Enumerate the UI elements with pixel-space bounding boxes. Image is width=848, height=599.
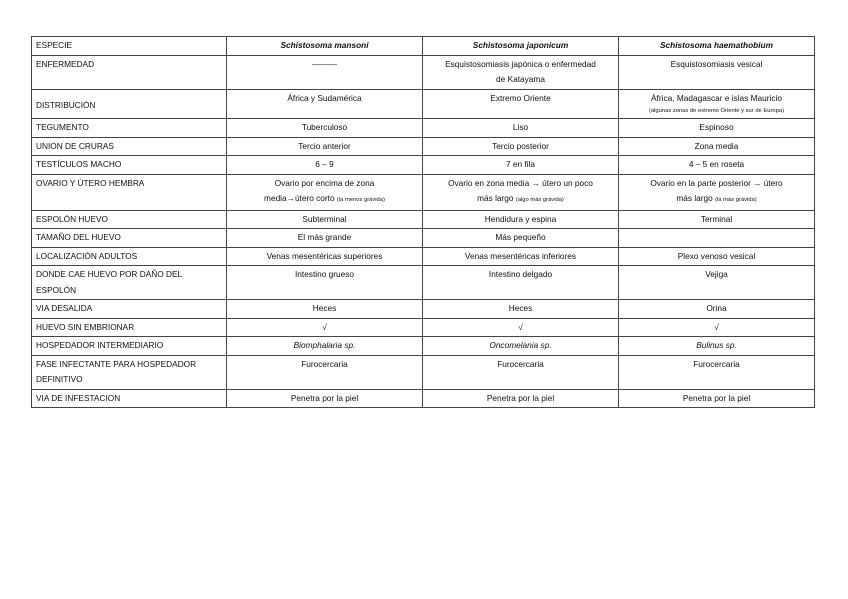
cell-haemathobium: Vejiga [619, 266, 815, 300]
cell-japonicum: Hendidura y espina [423, 210, 619, 229]
cell-mansoni: Tuberculoso [227, 119, 423, 138]
row-label: TESTÍCULOS MACHO [32, 156, 227, 175]
table-row [32, 247, 815, 266]
cell-text: Esquistosomiasis japónica o enfermedad [445, 58, 596, 69]
cell-haemathobium: Zona media [619, 137, 815, 156]
cell-text: Ovario en zona media → útero un poco [448, 177, 593, 188]
row-label: VIA DESALIDA [32, 300, 227, 319]
cell-haemathobium [619, 89, 815, 119]
table-row [32, 318, 815, 337]
cell-text: Ovario en la parte posterior → útero [650, 177, 783, 188]
cell-japonicum: Furocercaria [423, 355, 619, 389]
cell-text: Ovario por encima de zona [274, 177, 375, 188]
cell-haemathobium [619, 229, 815, 248]
cell-japonicum: Liso [423, 119, 619, 138]
cell-text: de Katayama [496, 74, 545, 84]
row-label: DISTRIBUCIÓN [32, 89, 227, 119]
cell-japonicum: Venas mesentéricas inferiores [423, 247, 619, 266]
cell-text: media→útero corto [264, 193, 335, 203]
row-label: OVARIO Y ÚTERO HEMBRA [32, 174, 227, 210]
row-label: TAMAÑO DEL HUEVO [32, 229, 227, 248]
table-row [32, 355, 815, 389]
species-comparison-table [31, 36, 815, 408]
cell-mansoni [227, 174, 423, 210]
cell-mansoni: Penetra por la piel [227, 389, 423, 408]
cell-mansoni: Biomphalaria sp. [227, 337, 423, 356]
cell-mansoni: Tercio anterior [227, 137, 423, 156]
cell-haemathobium: Furocercaria [619, 355, 815, 389]
cell-haemathobium: 4 – 5 en roseta [619, 156, 815, 175]
table-row [32, 55, 815, 89]
row-label: HUEVO SIN EMBRIONAR [32, 318, 227, 337]
cell-japonicum: Penetra por la piel [423, 389, 619, 408]
cell-japonicum [423, 174, 619, 210]
check-icon: √ [619, 318, 815, 337]
table-row [32, 337, 815, 356]
row-label: HOSPEDADOR INTERMEDIARIO [32, 337, 227, 356]
cell-mansoni: El más grande [227, 229, 423, 248]
cell-mansoni: Furocercaria [227, 355, 423, 389]
table-row [32, 119, 815, 138]
cell-mansoni: África y Sudamérica [227, 89, 423, 119]
cell-text: más largo [676, 193, 713, 203]
row-label: VIA DE INFESTACION [32, 389, 227, 408]
row-label: ENFERMEDAD [32, 55, 227, 89]
cell-mansoni: 6 – 9 [227, 156, 423, 175]
cell-haemathobium: Plexo venoso vesical [619, 247, 815, 266]
row-label: UNION DE CRURAS [32, 137, 227, 156]
header-mansoni: Schistosoma mansoni [227, 37, 423, 56]
cell-text: África, Madagascar e islas Mauricio [651, 92, 782, 103]
cell-note: (la más grávida) [715, 197, 757, 203]
cell-haemathobium: Terminal [619, 210, 815, 229]
cell-haemathobium: Orina [619, 300, 815, 319]
table-row [32, 389, 815, 408]
table-row [32, 210, 815, 229]
table-row [32, 174, 815, 210]
table-row [32, 266, 815, 300]
cell-japonicum: Heces [423, 300, 619, 319]
header-haemathobium: Schistosoma haemathobium [619, 37, 815, 56]
cell-japonicum: Más pequeño [423, 229, 619, 248]
cell-text: más largo [477, 193, 514, 203]
row-label: ESPOLÓN HUEVO [32, 210, 227, 229]
cell-mansoni: ——— [227, 55, 423, 89]
cell-haemathobium: Penetra por la piel [619, 389, 815, 408]
cell-haemathobium: Esquistosomiasis vesical [619, 55, 815, 89]
cell-note: (algunas zonas de extremo Oriente y sur de Europa) [648, 108, 784, 114]
cell-haemathobium [619, 174, 815, 210]
table-row [32, 137, 815, 156]
cell-japonicum [423, 55, 619, 89]
row-label: TEGUMENTO [32, 119, 227, 138]
cell-note: (la menos grávida) [336, 197, 385, 203]
cell-mansoni: Subterminal [227, 210, 423, 229]
cell-japonicum: Extremo Oriente [423, 89, 619, 119]
table-row [32, 300, 815, 319]
cell-mansoni: Venas mesentéricas superiores [227, 247, 423, 266]
cell-mansoni: Intestino grueso [227, 266, 423, 300]
check-icon: √ [227, 318, 423, 337]
cell-japonicum: 7 en fila [423, 156, 619, 175]
cell-mansoni: Heces [227, 300, 423, 319]
row-label: FASE INFECTANTE PARA HOSPEDADOR DEFINITIVO [32, 355, 227, 389]
table-row [32, 37, 815, 56]
row-label: DONDE CAE HUEVO POR DAÑO DEL ESPOLÓN [32, 266, 227, 300]
check-icon: √ [423, 318, 619, 337]
cell-note: (algo más grávida) [515, 197, 564, 203]
cell-japonicum: Intestino delgado [423, 266, 619, 300]
table-row [32, 156, 815, 175]
cell-japonicum: Tercio posterior [423, 137, 619, 156]
header-japonicum: Schistosoma japonicum [423, 37, 619, 56]
table-row [32, 229, 815, 248]
row-label: LOCALIZACIÓN ADULTOS [32, 247, 227, 266]
cell-haemathobium: Espinoso [619, 119, 815, 138]
cell-haemathobium: Bulinus sp. [619, 337, 815, 356]
cell-japonicum: Oncomelania sp. [423, 337, 619, 356]
header-especie: ESPECIE [32, 37, 227, 56]
table-row [32, 89, 815, 119]
